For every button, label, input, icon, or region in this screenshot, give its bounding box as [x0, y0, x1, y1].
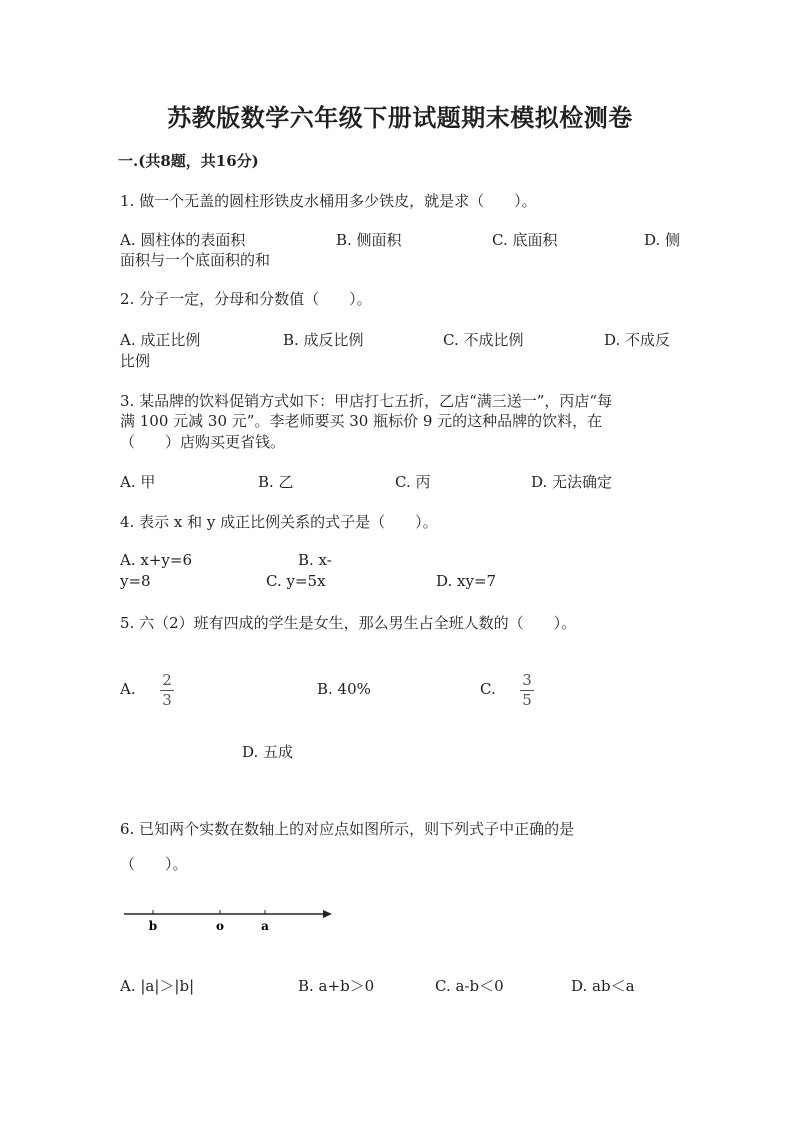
q6-option-b[interactable]: B. a+b＞0 — [298, 977, 375, 995]
number-line — [120, 900, 340, 940]
question-5-text: 5. 六（2）班有四成的学生是女生，那么男生占全班人数的（ ）。 — [120, 614, 577, 632]
fraction-numerator: 2 — [162, 671, 172, 689]
q4-option-b[interactable]: B. x- — [298, 551, 332, 569]
q4-option-b-continued: y=8 — [120, 572, 151, 590]
question-2-text: 2. 分子一定，分母和分数值（ ）。 — [120, 290, 372, 308]
q5-option-c[interactable]: C. — [480, 680, 496, 698]
q4-option-a[interactable]: A. x+y=6 — [120, 551, 192, 569]
fraction-denominator: 5 — [522, 691, 532, 709]
q2-option-a[interactable]: A. 成正比例 — [120, 331, 201, 349]
number-line-label-b: b — [148, 919, 158, 933]
number-line-label-o: o — [215, 919, 225, 933]
q5-option-c-fraction — [520, 673, 534, 708]
section-heading: 一.(共8题，共16分) — [118, 152, 259, 170]
question-3-line-1: 3. 某品牌的饮料促销方式如下：甲店打七五折，乙店“满三送一”，丙店“每 — [120, 392, 613, 410]
q2-option-d-continued: 比例 — [120, 352, 151, 370]
q3-option-c[interactable]: C. 丙 — [395, 473, 431, 491]
q3-option-d[interactable]: D. 无法确定 — [531, 473, 613, 491]
q5-option-d[interactable]: D. 五成 — [242, 743, 294, 761]
q5-option-a-fraction — [160, 673, 174, 708]
q2-option-b[interactable]: B. 成反比例 — [283, 331, 364, 349]
q3-option-b[interactable]: B. 乙 — [258, 473, 294, 491]
question-3-line-2: 满 100 元减 30 元”。李老师要买 30 瓶标价 9 元的这种品牌的饮料，在 — [120, 412, 603, 430]
q3-option-a[interactable]: A. 甲 — [120, 473, 156, 491]
question-6-line-2: （ ）。 — [120, 855, 188, 873]
question-4-text: 4. 表示 x 和 y 成正比例关系的式子是（ ）。 — [120, 513, 438, 531]
fraction-numerator: 3 — [522, 671, 532, 689]
q1-option-d-continued: 面积与一个底面积的和 — [120, 251, 271, 269]
q5-option-a[interactable]: A. — [120, 680, 136, 698]
q5-option-b[interactable]: B. 40% — [317, 680, 371, 698]
q1-option-c[interactable]: C. 底面积 — [492, 231, 558, 249]
question-1-text: 1. 做一个无盖的圆柱形铁皮水桶用多少铁皮，就是求（ ）。 — [120, 192, 537, 210]
q6-option-c[interactable]: C. a-b＜0 — [435, 977, 504, 995]
q2-option-d[interactable]: D. 不成反 — [604, 331, 671, 349]
q4-option-c[interactable]: C. y=5x — [266, 572, 326, 590]
fraction-denominator: 3 — [162, 691, 172, 709]
q6-option-d[interactable]: D. ab＜a — [571, 977, 635, 995]
question-3-line-3: （ ）店购买更省钱。 — [120, 433, 286, 451]
q1-option-d[interactable]: D. 侧 — [644, 231, 681, 249]
q2-option-c[interactable]: C. 不成比例 — [443, 331, 524, 349]
question-6-line-1: 6. 已知两个实数在数轴上的对应点如图所示，则下列式子中正确的是 — [120, 820, 575, 838]
q1-option-b[interactable]: B. 侧面积 — [336, 231, 402, 249]
page-title: 苏教版数学六年级下册试题期末模拟检测卷 — [167, 103, 633, 132]
q6-option-a[interactable]: A. |a|＞|b| — [120, 977, 195, 995]
arrow-right-icon — [323, 910, 332, 918]
number-line-label-a: a — [261, 919, 269, 933]
q4-option-d[interactable]: D. xy=7 — [436, 572, 497, 590]
q1-option-a[interactable]: A. 圆柱体的表面积 — [120, 231, 246, 249]
